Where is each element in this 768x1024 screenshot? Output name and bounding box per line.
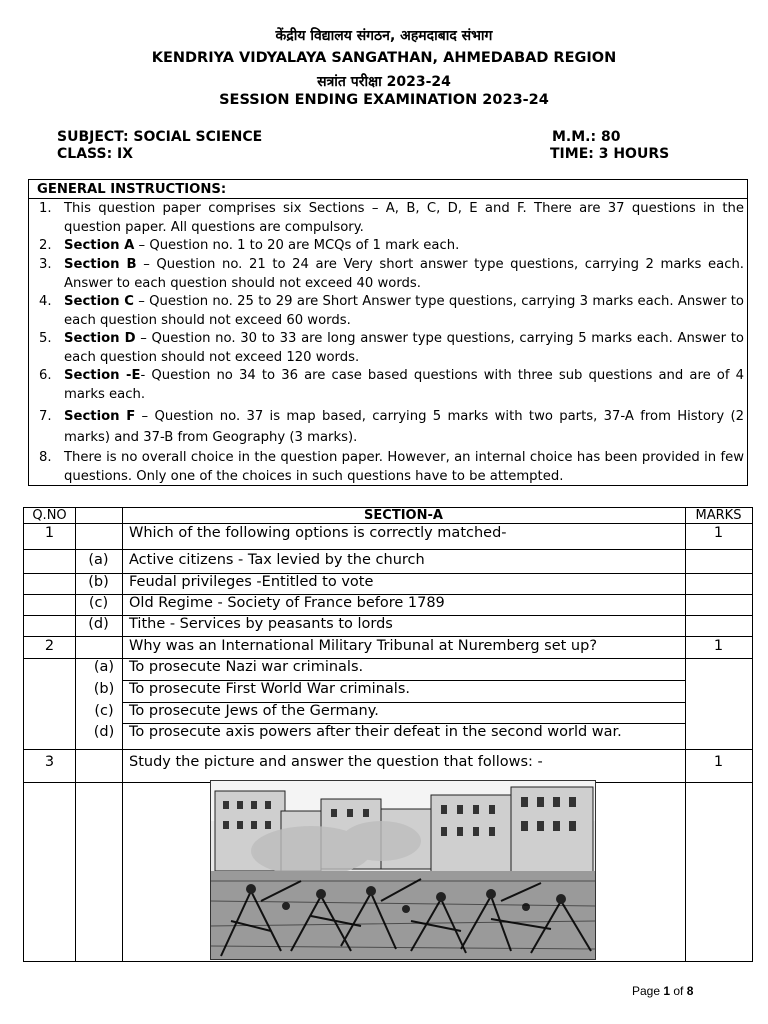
option-label: (c) [94, 703, 114, 719]
instruction-item: 2. Section A – Question no. 1 to 20 are MCQs of 1 mark each. [39, 238, 460, 253]
option-text: To prosecute Nazi war criminals. [129, 659, 364, 675]
max-marks-label: M.M.: 80 [552, 129, 621, 145]
column-header-section: SECTION-A [364, 508, 443, 523]
instruction-item: 4. Section C – Question no. 25 to 29 are Short Answer type questions, carrying 3 marks each. Answer to each question should not exceed 60 words. [39, 294, 744, 328]
instruction-item: 6. Section -E- Question no 34 to 36 are case based questions with three sub questions and are of 4 marks each. [39, 368, 744, 402]
historical-engraving-image [210, 780, 596, 960]
option-label: (d) [88, 616, 109, 632]
option-text: To prosecute First World War criminals. [129, 681, 410, 697]
option-text: Old Regime - Society of France before 1789 [129, 595, 445, 611]
hindi-organization-title: केंद्रीय विद्यालय संगठन, अहमदाबाद संभाग [275, 28, 493, 44]
question-marks: 1 [713, 638, 724, 654]
instruction-item: 1. This question paper comprises six Sections – A, B, C, D, E and F. There are 37 questions in the question paper. All questions are compulsory. [39, 201, 744, 235]
option-text: Tithe - Services by peasants to lords [129, 616, 393, 632]
question-number: 1 [44, 525, 55, 541]
column-header-qno: Q.NO [32, 508, 67, 523]
option-label: (b) [93, 681, 115, 697]
hindi-exam-title: सत्रांत परीक्षा 2023-24 [317, 74, 451, 90]
instruction-item: 7. Section F – Question no. 37 is map based, carrying 5 marks with two parts, 37-A from History (2 marks) and 37-B from Geography (3 marks). [39, 409, 744, 445]
exam-title: SESSION ENDING EXAMINATION 2023-24 [219, 92, 549, 108]
question-number: 2 [44, 638, 55, 654]
option-label: (c) [88, 595, 109, 611]
instructions-title: GENERAL INSTRUCTIONS: [29, 180, 747, 199]
general-instructions-box [28, 179, 748, 486]
organization-title: KENDRIYA VIDYALAYA SANGATHAN, AHMEDABAD REGION [151, 50, 617, 66]
question-text: Study the picture and answer the question that follows: - [129, 754, 543, 770]
option-text: To prosecute axis powers after their defeat in the second world war. [129, 724, 622, 740]
column-header-marks: MARKS [695, 508, 742, 523]
subject-label: SUBJECT: SOCIAL SCIENCE [57, 129, 263, 145]
question-text: Which of the following options is correctly matched- [129, 525, 507, 541]
option-label: (d) [93, 724, 115, 740]
option-text: Active citizens - Tax levied by the church [129, 552, 425, 568]
instruction-item: 8. There is no overall choice in the question paper. However, an internal choice has been provided in few questions. Only one of the choices in such questions have to be attempted. [39, 450, 744, 484]
page-number: Page 1 of 8 [632, 984, 694, 998]
question-number: 3 [44, 754, 55, 770]
time-label: TIME: 3 HOURS [550, 146, 670, 162]
class-label: CLASS: IX [57, 146, 134, 162]
question-marks: 1 [713, 754, 724, 770]
option-label: (b) [88, 574, 109, 590]
question-text: Why was an International Military Tribunal at Nuremberg set up? [129, 638, 598, 654]
option-label: (a) [88, 552, 109, 568]
option-text: Feudal privileges -Entitled to vote [129, 574, 374, 590]
instruction-item: 3. Section B – Question no. 21 to 24 are Very short answer type questions, carrying 2 marks each. Answer to each question should not exceed 40 words. [39, 257, 744, 291]
instruction-item: 5. Section D – Question no. 30 to 33 are long answer type questions, carrying 5 marks each. Answer to each question should not exceed 120 words. [39, 331, 744, 365]
option-label: (a) [93, 659, 115, 675]
question-marks: 1 [713, 525, 724, 541]
option-text: To prosecute Jews of the Germany. [129, 703, 379, 719]
